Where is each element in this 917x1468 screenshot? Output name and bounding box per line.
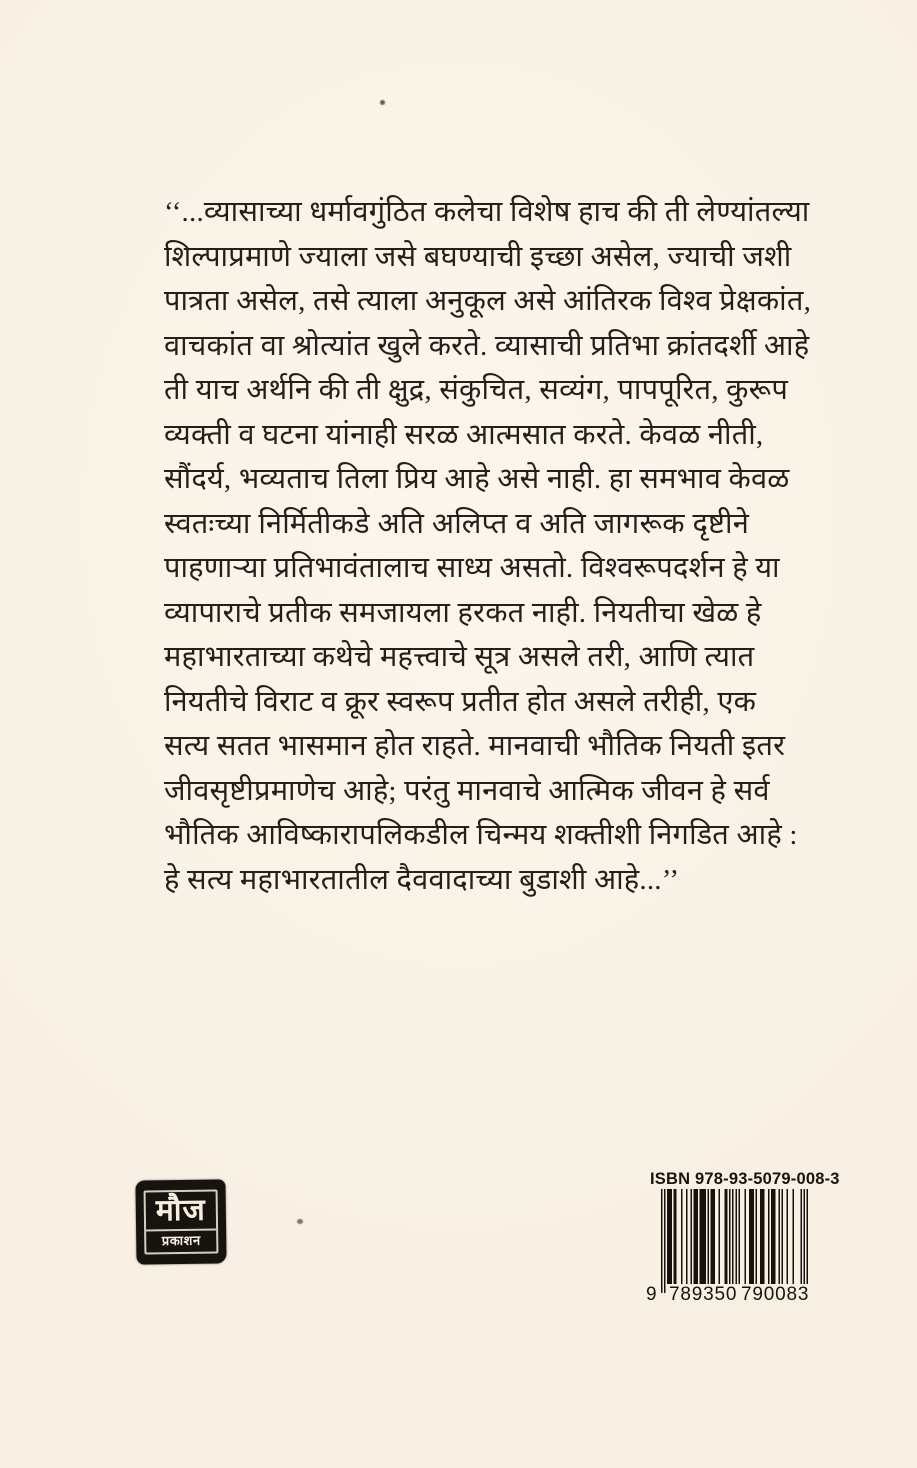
barcode-bars <box>661 1189 808 1293</box>
quote-line: पाहणाऱ्या प्रतिभावंतालाच साध्य असतो. विश्वरूपदर्शन हे या <box>164 552 780 584</box>
quote-line: हे सत्य महाभारतातील दैववादाच्या बुडाशी आहे...’’ <box>164 863 680 896</box>
quote-line: नियतीचे विराट व क्रूर स्वरूप प्रतीत होत असले तरीही, एक <box>164 685 757 718</box>
barcode-digit-group2: 790083 <box>741 1284 810 1305</box>
publisher-logo-stamp <box>135 1179 226 1264</box>
isbn-section <box>646 1170 840 1312</box>
barcode-digit-first: 9 <box>646 1284 658 1305</box>
publisher-subtitle: प्रकाशन <box>146 1229 216 1250</box>
quote-line: स्वतःच्या निर्मितीकडे अति अलिप्त व अति जागरूक दृष्टीने <box>164 507 749 540</box>
quote-line: पात्रता असेल, तसे त्याला अनुकूल असे आंतिरक विश्व प्रेक्षकांत, <box>164 285 812 317</box>
barcode-digit-group1: 789350 <box>669 1284 738 1305</box>
quote-line: जीवसृष्टीप्रमाणेच आहे; परंतु मानवाचे आत्मिक जीवन हे सर्व <box>164 774 770 807</box>
quote-line: वाचकांत वा श्रोत्यांत खुले करते. व्यासाची प्रतिभा क्रांतदर्शी आहे <box>164 329 810 362</box>
quote-line: शिल्पाप्रमाणे ज्याला जसे बघण्याची इच्छा असेल, ज्याची जशी <box>164 240 792 273</box>
quote-line: ‘‘...व्यासाच्या धर्मावगुंठित कलेचा विशेष हाच की ती लेण्यांतल्या <box>164 196 810 228</box>
quote-line: महाभारताच्या कथेचे महत्त्वाचे सूत्र असले तरी, आणि त्यात <box>164 641 755 673</box>
quote-line: सौंदर्य, भव्यताच तिला प्रिय आहे असे नाही. हा समभाव केवळ <box>164 463 790 495</box>
scan-speck <box>380 100 385 105</box>
ean13-barcode <box>661 1189 808 1293</box>
back-cover-quote <box>164 190 812 902</box>
publisher-name: मौज <box>155 1193 207 1228</box>
quote-line: व्यक्ती व घटना यांनाही सरळ आत्मसात करते. केवळ नीती, <box>164 418 764 451</box>
isbn-label: ISBN 978-93-5079-008-3 <box>650 1170 840 1188</box>
quote-line: सत्य सतत भासमान होत राहते. मानवाची भौतिक नियती इतर <box>164 730 786 762</box>
quote-line: व्यापाराचे प्रतीक समजायला हरकत नाही. नियतीचा खेळ हे <box>164 596 762 629</box>
quote-line: ती याच अर्थनि की ती क्षुद्र, संकुचित, सव्यंग, पापपूरित, कुरूप <box>164 374 789 406</box>
quote-line: भौतिक आविष्कारापलिकडील चिन्मय शक्तीशी निगडित आहे : <box>164 819 798 851</box>
scan-speck <box>297 1219 303 1224</box>
publisher-logo-inner <box>144 1189 219 1254</box>
